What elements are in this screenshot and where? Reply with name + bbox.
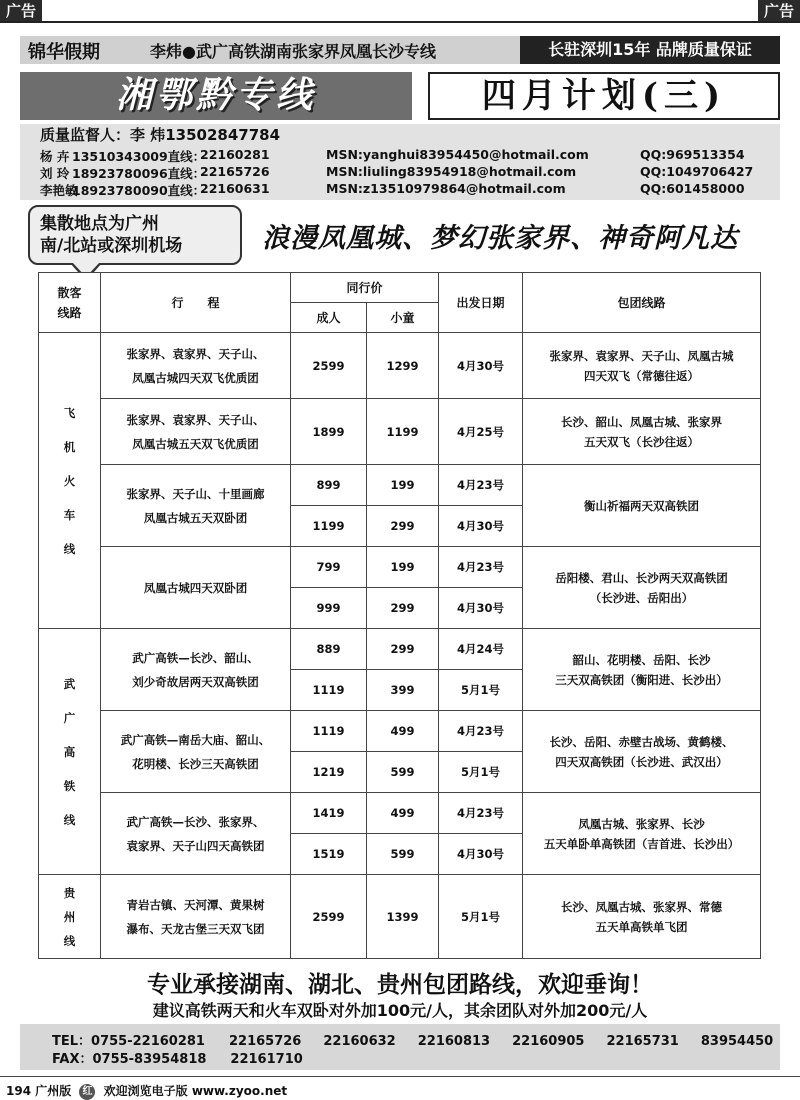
departure-date: 4月30号 xyxy=(439,506,523,547)
itinerary-table xyxy=(38,272,761,959)
adult-price: 799 xyxy=(291,547,367,588)
route-cell: 张家界、袁家界、天子山、 凤凰古城四天双飞优质团 xyxy=(101,333,291,399)
route-cell: 青岩古镇、天河潭、黄果树 瀑布、天龙古堡三天双飞团 xyxy=(101,875,291,959)
gathering-point-callout xyxy=(28,205,242,265)
departure-date: 4月30号 xyxy=(439,333,523,399)
brand-name: 锦华假期 xyxy=(28,42,100,63)
contact-panel xyxy=(20,124,780,200)
route-cell: 武广高铁—长沙、韶山、 刘少奇故居两天双高铁团 xyxy=(101,629,291,711)
child-price: 599 xyxy=(367,834,439,875)
adult-price: 1219 xyxy=(291,752,367,793)
contact-qq: QQ:1049706427 xyxy=(640,164,754,179)
title-bar xyxy=(20,72,780,120)
table-header-row xyxy=(39,273,761,303)
tagline: 浪漫凤凰城、梦幻张家界、神奇阿凡达 xyxy=(262,223,738,254)
package-cell: 韶山、花明楼、岳阳、长沙 三天双高铁团（衡阳进、长沙出） xyxy=(523,629,761,711)
header-bar xyxy=(20,36,780,64)
departure-date: 5月1号 xyxy=(439,875,523,959)
publisher-logo-icon: 红 xyxy=(79,1084,95,1100)
table-row xyxy=(39,793,761,834)
table-row xyxy=(39,875,761,959)
contact-mobile: 18923780096直线： xyxy=(72,166,206,181)
header-date: 出发日期 xyxy=(439,273,523,333)
departure-date: 4月25号 xyxy=(439,399,523,465)
package-cell: 岳阳楼、君山、长沙两天双高铁团 （长沙进、岳阳出） xyxy=(523,547,761,629)
contact-name: 刘 玲 xyxy=(40,166,70,181)
header-package: 包团线路 xyxy=(523,273,761,333)
category-high-speed-rail: 武 广 高 铁 线 xyxy=(39,629,101,875)
child-price: 499 xyxy=(367,793,439,834)
child-price: 1199 xyxy=(367,399,439,465)
child-price: 299 xyxy=(367,629,439,670)
slogan-box: 长驻深圳15年 品牌质量保证 xyxy=(520,36,780,64)
route-cell: 武广高铁—南岳大庙、韶山、 花明楼、长沙三天高铁团 xyxy=(101,711,291,793)
tel-number: 22160813 xyxy=(417,1034,491,1049)
child-price: 199 xyxy=(367,465,439,506)
table-row xyxy=(39,629,761,670)
tel-label: TEL：0755-22160281 xyxy=(52,1034,205,1049)
child-price: 399 xyxy=(367,670,439,711)
callout-line: 集散地点为广州 xyxy=(40,214,159,234)
contact-qq: QQ:969513354 xyxy=(640,147,745,162)
adult-price: 889 xyxy=(291,629,367,670)
adult-price: 1419 xyxy=(291,793,367,834)
adult-price: 999 xyxy=(291,588,367,629)
edition-label: 广州版 xyxy=(35,1084,72,1098)
package-cell: 长沙、岳阳、赤壁古战场、黄鹤楼、 四天双高铁团（长沙进、武汉出） xyxy=(523,711,761,793)
contact-name: 杨 卉 xyxy=(40,149,70,164)
footer-headline: 专业承接湖南、湖北、贵州包团路线，欢迎垂询！ xyxy=(147,972,653,998)
contact-msn: MSN:z13510979864@hotmail.com xyxy=(326,181,566,196)
fax-label: FAX：0755-83954818 xyxy=(52,1052,207,1067)
fax-row xyxy=(52,1048,325,1067)
category-flight-train: 飞 机 火 车 线 xyxy=(39,333,101,629)
contact-tel: 22160281 xyxy=(200,147,270,162)
tel-row xyxy=(52,1030,773,1049)
contact-msn: MSN:yanghui83954450@hotmail.com xyxy=(326,147,589,162)
route-line: 李炜●武广高铁湖南张家界凤凰长沙专线 xyxy=(150,42,436,61)
header-category: 散客线路 xyxy=(39,273,101,333)
table-row xyxy=(39,547,761,588)
adult-price: 1119 xyxy=(291,670,367,711)
route-cell: 凤凰古城四天双卧团 xyxy=(101,547,291,629)
table-row xyxy=(39,465,761,506)
contact-msn: MSN:liuling83954918@hotmail.com xyxy=(326,164,577,179)
page-footer xyxy=(6,1082,287,1100)
package-cell: 凤凰古城、张家界、长沙 五天单卧单高铁团（吉首进、长沙出） xyxy=(523,793,761,875)
fax-number: 22161710 xyxy=(230,1052,303,1067)
package-cell: 长沙、韶山、凤凰古城、张家界 五天双飞（长沙往返） xyxy=(523,399,761,465)
header-child: 小童 xyxy=(367,303,439,333)
footer-note: 建议高铁两天和火车双卧对外加100元/人，其余团队对外加200元/人 xyxy=(152,1001,648,1020)
child-price: 1299 xyxy=(367,333,439,399)
tel-number: 83954450 xyxy=(700,1034,774,1049)
callout-line: 南/北站或深圳机场 xyxy=(40,236,183,256)
site-link[interactable]: 欢迎浏览电子版 www.zyoo.net xyxy=(103,1084,288,1098)
departure-date: 4月23号 xyxy=(439,711,523,752)
tel-number: 22160632 xyxy=(323,1034,396,1049)
package-cell: 长沙、凤凰古城、张家界、常德 五天单高铁单飞团 xyxy=(523,875,761,959)
child-price: 299 xyxy=(367,506,439,547)
contact-tel: 22165726 xyxy=(200,164,270,179)
package-cell: 衡山祈福两天双高铁团 xyxy=(523,465,761,547)
departure-date: 4月24号 xyxy=(439,629,523,670)
departure-date: 4月23号 xyxy=(439,547,523,588)
bottom-rule xyxy=(0,1076,800,1077)
table-row xyxy=(39,711,761,752)
top-rule xyxy=(0,21,800,23)
category-guizhou: 贵 州 线 xyxy=(39,875,101,959)
adult-price: 1519 xyxy=(291,834,367,875)
header-route: 行 程 xyxy=(101,273,291,333)
header-adult: 成人 xyxy=(291,303,367,333)
child-price: 199 xyxy=(367,547,439,588)
ad-tag-left: 广告 xyxy=(0,0,42,22)
phone-panel xyxy=(20,1024,780,1070)
header-price: 同行价 xyxy=(291,273,439,303)
departure-date: 5月1号 xyxy=(439,752,523,793)
departure-date: 4月23号 xyxy=(439,793,523,834)
child-price: 599 xyxy=(367,752,439,793)
tel-number: 22165731 xyxy=(606,1034,679,1049)
package-cell: 张家界、袁家界、天子山、凤凰古城 四天双飞（常德往返） xyxy=(523,333,761,399)
adult-price: 899 xyxy=(291,465,367,506)
departure-date: 5月1号 xyxy=(439,670,523,711)
contact-mobile: 13510343009直线： xyxy=(72,149,206,164)
child-price: 1399 xyxy=(367,875,439,959)
table-row xyxy=(39,333,761,399)
adult-price: 2599 xyxy=(291,875,367,959)
plan-title: 四月计划(三) xyxy=(428,72,780,120)
child-price: 499 xyxy=(367,711,439,752)
contact-name: 李艳敏 xyxy=(40,183,78,198)
contact-qq: QQ:601458000 xyxy=(640,181,745,196)
tel-number: 22165726 xyxy=(228,1034,302,1049)
adult-price: 1899 xyxy=(291,399,367,465)
page-number: 194 xyxy=(6,1084,32,1098)
route-cell: 武广高铁—长沙、张家界、 袁家界、天子山四天高铁团 xyxy=(101,793,291,875)
departure-date: 4月30号 xyxy=(439,588,523,629)
contact-tel: 22160631 xyxy=(200,181,270,196)
contact-mobile: 18923780090直线： xyxy=(72,183,206,198)
ad-tag-right: 广告 xyxy=(758,0,800,22)
adult-price: 2599 xyxy=(291,333,367,399)
line-title: 湘鄂黔专线 xyxy=(20,72,412,120)
route-cell: 张家界、袁家界、天子山、 凤凰古城五天双飞优质团 xyxy=(101,399,291,465)
departure-date: 4月23号 xyxy=(439,465,523,506)
route-cell: 张家界、天子山、十里画廊 凤凰古城五天双卧团 xyxy=(101,465,291,547)
table-row xyxy=(39,399,761,465)
departure-date: 4月30号 xyxy=(439,834,523,875)
supervisor: 质量监督人：李 炜13502847784 xyxy=(40,126,281,144)
adult-price: 1119 xyxy=(291,711,367,752)
tel-number: 22160905 xyxy=(512,1034,585,1049)
child-price: 299 xyxy=(367,588,439,629)
adult-price: 1199 xyxy=(291,506,367,547)
